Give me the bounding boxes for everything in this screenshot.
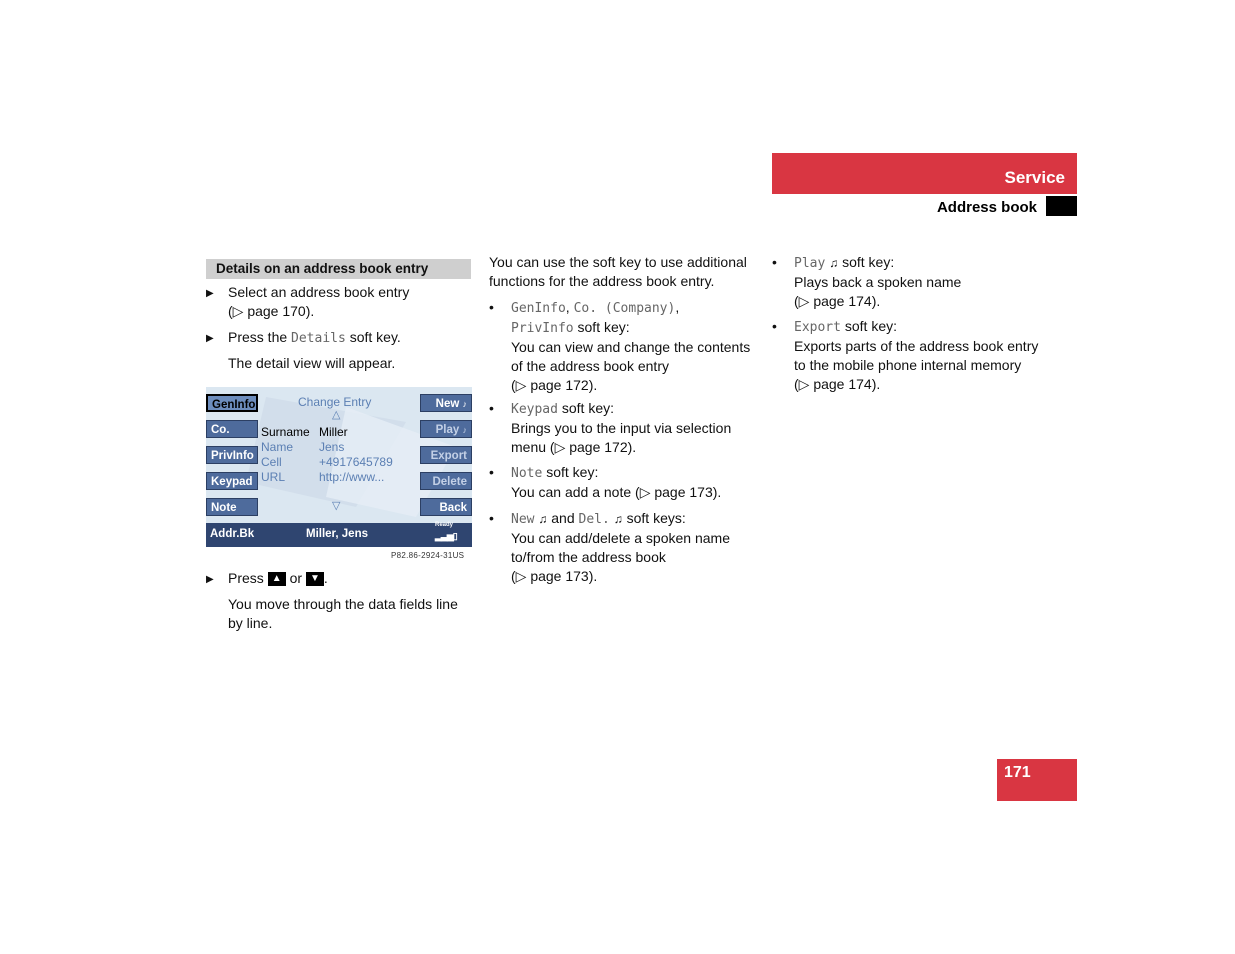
figure-caption: P82.86-2924-31US — [391, 551, 465, 560]
bullet-icon: • — [489, 400, 494, 416]
voice-icon: ♪ — [462, 425, 467, 435]
field-label-cell: Cell — [261, 455, 282, 469]
bullet-keypad: • Keypad soft key: Brings you to the input via selection menu (▷ page 172). — [489, 400, 732, 455]
voice-icon: ♫ — [613, 512, 623, 526]
field-label-url: URL — [261, 470, 286, 484]
step-press-details — [206, 328, 471, 348]
bullet-play: • Play ♫ soft key: Plays back a spoken name (▷ page 174). — [772, 254, 962, 309]
screen-status-bar — [206, 523, 472, 547]
bullet-icon: • — [489, 299, 494, 315]
bullet-icon: • — [772, 318, 777, 334]
details-heading: Details on an address book entry — [206, 259, 471, 279]
scroll-up-icon: △ — [332, 409, 341, 421]
softkey-delete[interactable]: Delete — [420, 472, 472, 490]
details-key-label: Details — [291, 331, 346, 346]
step-result: You move through the data fields line by line. — [228, 596, 458, 631]
step-select-entry — [206, 283, 471, 321]
bullet-icon: • — [772, 254, 777, 270]
bullet-export: • Export soft key: Exports parts of the address book entry to the mobile phone internal memory (▷ page 174). — [772, 318, 1039, 392]
page-ref: (▷ page 170). — [228, 303, 315, 319]
softkey-geninfo[interactable]: GenInfo — [206, 394, 258, 412]
field-value-surname: Miller — [319, 425, 348, 439]
up-arrow-key-icon: ▲ — [268, 572, 286, 586]
down-arrow-key-icon: ▼ — [306, 572, 324, 586]
softkey-back[interactable]: Back — [420, 498, 472, 516]
softkey-note[interactable]: Note — [206, 498, 258, 516]
display-screenshot — [206, 387, 472, 547]
page-number: 171 — [1004, 764, 1031, 781]
bullet-new-del: • New ♫ and Del. ♫ soft keys: You can add/delete a spoken name to/from the address book (▷ page 173). — [489, 510, 730, 584]
voice-icon: ♫ — [538, 512, 548, 526]
step-text: Select an address book entry — [228, 284, 410, 300]
softkey-privinfo[interactable]: PrivInfo — [206, 446, 258, 464]
bullet-icon: • — [489, 464, 494, 480]
section-title: Service — [1004, 168, 1065, 187]
field-label-name: Name — [261, 440, 294, 454]
status-ready: Ready — [435, 522, 454, 528]
field-value-cell: +4917645789 — [319, 455, 393, 469]
softkey-co[interactable]: Co. — [206, 420, 258, 438]
bullet-icon: • — [489, 510, 494, 526]
step-text: soft key. — [345, 329, 401, 345]
screen-title: Change Entry — [298, 395, 372, 409]
signal-icon: ▂▃▅▯ — [435, 531, 457, 541]
step-text: . — [323, 570, 328, 586]
field-value-url: http://www... — [319, 470, 385, 484]
field-value-name: Jens — [319, 440, 345, 454]
softkey-export[interactable]: Export — [420, 446, 472, 464]
status-left: Addr.Bk — [210, 528, 255, 540]
status-center: Miller, Jens — [306, 528, 369, 540]
step-text: Press — [228, 570, 268, 586]
step-arrow-icon: ▶ — [206, 574, 214, 585]
step-text: Press the — [228, 329, 292, 345]
step-press-arrows — [206, 569, 471, 588]
step-arrow-icon: ▶ — [206, 333, 214, 344]
bullet-note: • Note soft key: You can add a note (▷ page 173). — [489, 464, 722, 500]
step-arrow-icon: ▶ — [206, 288, 214, 299]
intro-paragraph: You can use the soft key to use additional functions for the address book entry. — [489, 254, 747, 289]
voice-icon: ♫ — [829, 256, 839, 270]
softkey-keypad[interactable]: Keypad — [206, 472, 258, 490]
bullet-geninfo: • GenInfo, Co. (Company), PrivInfo soft key: You can view and change the contents of the address book entry (▷ page 172). — [489, 299, 751, 393]
voice-icon: ♪ — [462, 399, 467, 409]
header-marker — [1046, 196, 1077, 216]
softkey-play[interactable]: Play ♪ — [420, 420, 472, 438]
step-text: or — [285, 570, 306, 586]
subsection-title: Address book — [936, 199, 1037, 216]
field-label-surname: Surname — [261, 425, 310, 439]
scroll-down-icon: ▽ — [332, 500, 341, 512]
step-result: The detail view will appear. — [228, 355, 396, 371]
softkey-new[interactable]: New ♪ — [420, 394, 472, 412]
